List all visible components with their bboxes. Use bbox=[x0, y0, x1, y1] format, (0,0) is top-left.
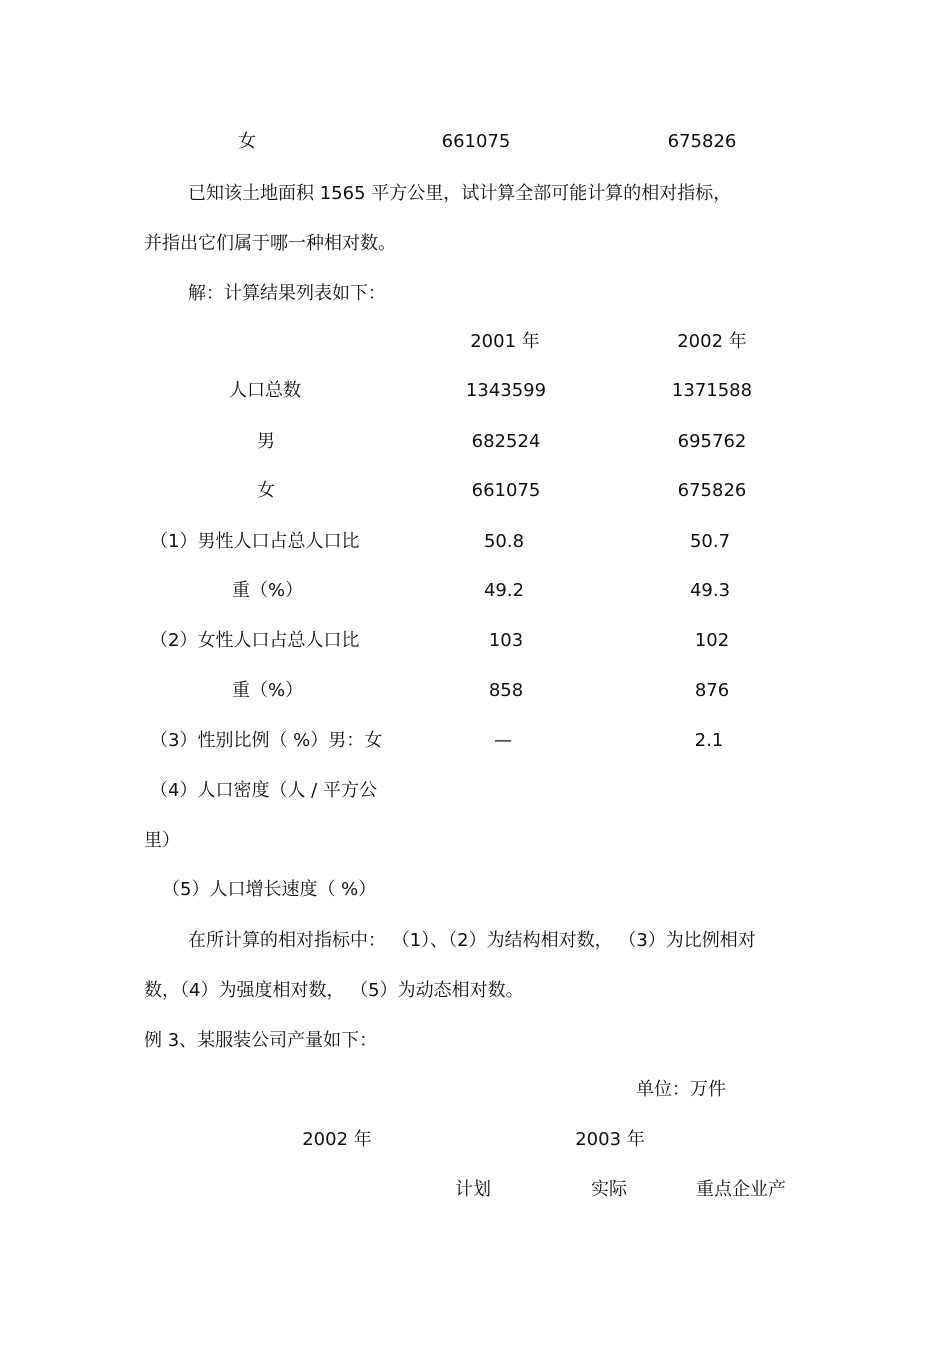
table-cell: 661075 bbox=[471, 480, 541, 501]
top-row-2002: 675826 bbox=[667, 131, 737, 152]
table-row-label: （5）人口增长速度（ %） bbox=[162, 879, 377, 900]
conclusion-line-2: 数，（4）为强度相对数， （5）为动态相对数。 bbox=[144, 980, 524, 1001]
table-cell: 1371588 bbox=[671, 380, 753, 401]
table-row-label: 重（%） bbox=[232, 580, 304, 601]
table-cell: 858 bbox=[488, 680, 524, 701]
table-row-label: （1）男性人口占总人口比 bbox=[150, 531, 360, 552]
table-cell: 102 bbox=[694, 630, 730, 651]
table-cell: 2.1 bbox=[694, 730, 724, 751]
top-row-label: 女 bbox=[238, 131, 256, 152]
paragraph-line-2: 并指出它们属于哪一种相对数。 bbox=[144, 233, 396, 254]
table-row-label: 女 bbox=[257, 480, 275, 501]
table-cell: 49.3 bbox=[689, 580, 731, 601]
table-cell: — bbox=[494, 730, 512, 751]
table-row-label: 重（%） bbox=[232, 680, 304, 701]
table-row-label: （4）人口密度（人 / 平方公 bbox=[150, 780, 377, 801]
table-cell: 675826 bbox=[677, 480, 747, 501]
top-row-2001: 661075 bbox=[441, 131, 511, 152]
table-header-2001: 2001 年 bbox=[470, 331, 540, 352]
conclusion-line-1: 在所计算的相对指标中： （1）、（2）为结构相对数， （3）为比例相对 bbox=[188, 930, 756, 951]
table-header-2002: 2002 年 bbox=[677, 331, 747, 352]
table-cell: 695762 bbox=[677, 431, 747, 452]
table2-subheader-plan: 计划 bbox=[455, 1179, 491, 1200]
table-cell: 682524 bbox=[471, 431, 541, 452]
table-cell: 876 bbox=[694, 680, 730, 701]
table-cell: 50.8 bbox=[483, 531, 525, 552]
table-row-label: 人口总数 bbox=[229, 380, 301, 401]
table2-subheader-key-enterprise: 重点企业产 bbox=[696, 1179, 786, 1200]
table-row-label: 男 bbox=[257, 431, 275, 452]
table2-subheader-actual: 实际 bbox=[591, 1179, 627, 1200]
table-row-label: （2）女性人口占总人口比 bbox=[150, 630, 360, 651]
table-row-label: 里） bbox=[144, 830, 180, 851]
solution-intro: 解：计算结果列表如下： bbox=[188, 283, 386, 304]
table-cell: 49.2 bbox=[483, 580, 525, 601]
table-cell: 50.7 bbox=[689, 531, 731, 552]
table2-header-2002: 2002 年 bbox=[302, 1129, 372, 1150]
table-row-label: （3）性别比例（ %）男：女 bbox=[150, 730, 383, 751]
example-3-title: 例 3、某服装公司产量如下： bbox=[144, 1030, 378, 1051]
unit-label: 单位：万件 bbox=[636, 1079, 726, 1100]
table-cell: 1343599 bbox=[465, 380, 547, 401]
table-cell: 103 bbox=[488, 630, 524, 651]
table2-header-2003: 2003 年 bbox=[575, 1129, 645, 1150]
paragraph-line-1: 已知该土地面积 1565 平方公里，试计算全部可能计算的相对指标， bbox=[188, 183, 732, 204]
